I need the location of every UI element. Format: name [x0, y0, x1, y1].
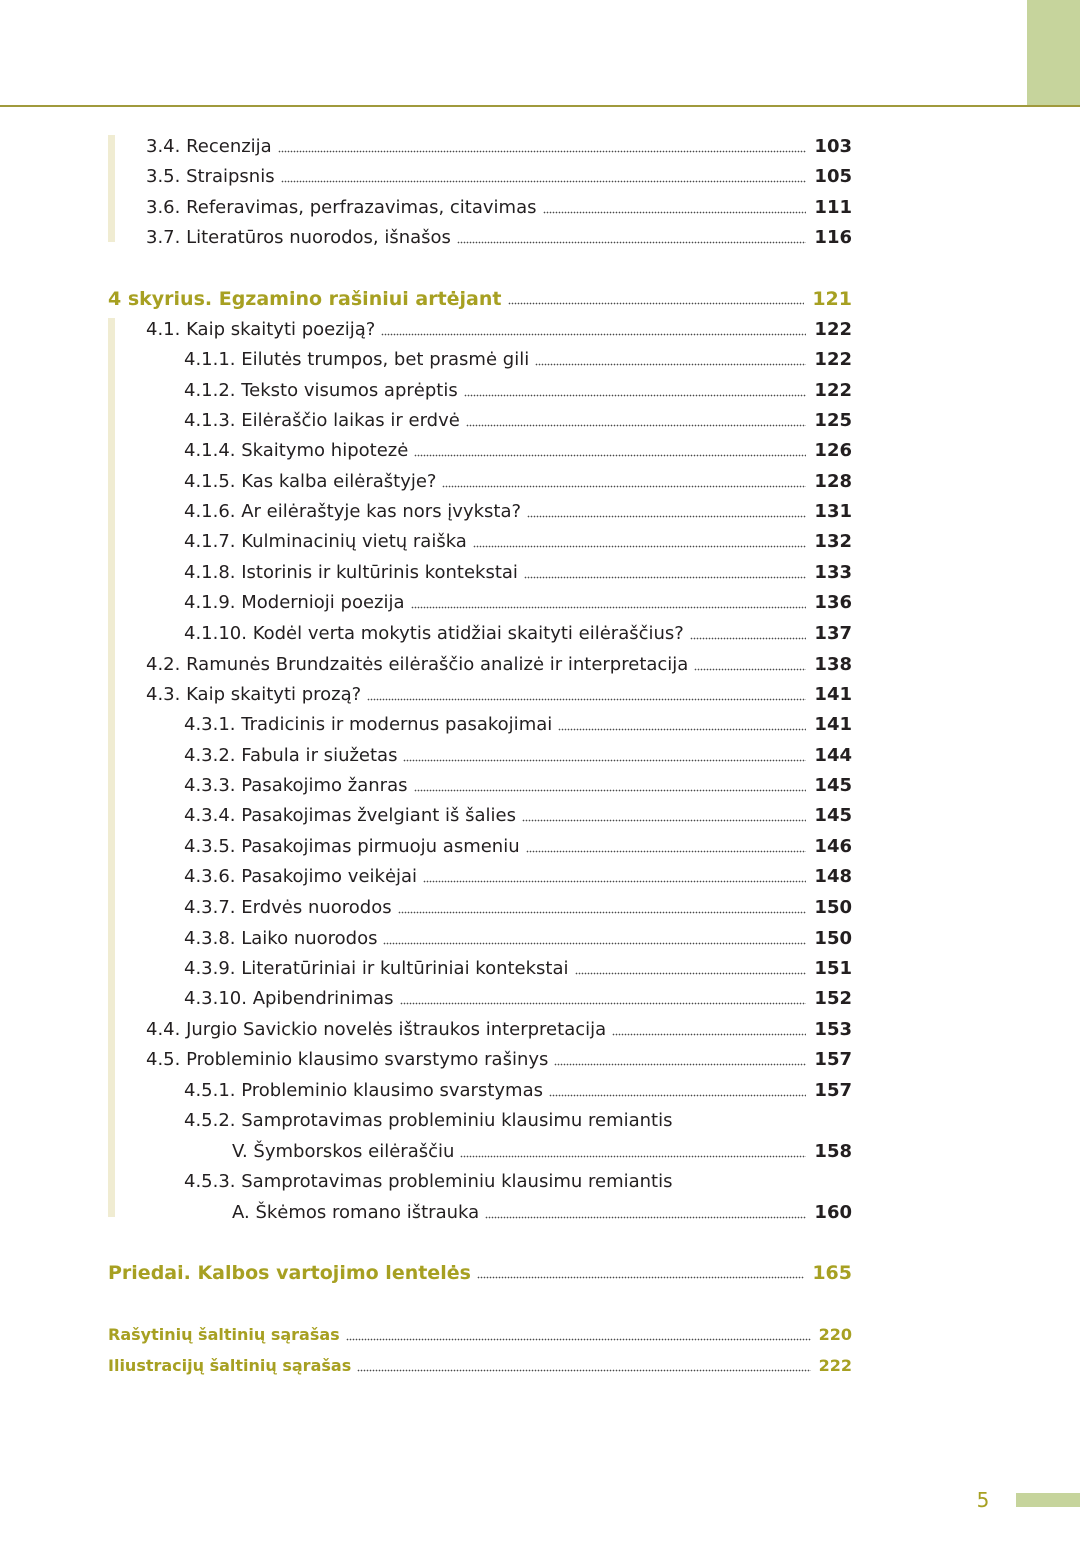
toc-entry-page: 220	[818, 1325, 852, 1344]
dot-leader	[694, 653, 806, 675]
toc-entry-page: 122	[814, 380, 852, 401]
toc-entry-title: 4.2. Ramunės Brundzaitės eilėraščio analizė ir interpretacija	[146, 654, 689, 675]
toc-entry-page: 122	[814, 319, 852, 340]
dot-leader	[398, 896, 807, 918]
toc-row[interactable]	[0, 1133, 1080, 1163]
toc-entry-title: Priedai. Kalbos vartojimo lentelės	[108, 1262, 471, 1284]
toc-entry-title: 3.5. Straipsnis	[146, 166, 275, 187]
toc-entry-title: 4.3. Kaip skaityti prozą?	[146, 684, 362, 705]
toc-row[interactable]	[0, 523, 1080, 553]
toc-entry-title: 4.4. Jurgio Savickio novelės ištraukos interpretacija	[146, 1019, 607, 1040]
toc-row[interactable]	[0, 341, 1080, 371]
toc-entry-title: 4.5.2. Samprotavimas probleminiu klausimu remiantis	[184, 1110, 673, 1131]
toc-entry-title: 4.3.8. Laiko nuorodos	[184, 928, 378, 949]
toc-entry-title: 4.1.6. Ar eilėraštyje kas nors įvyksta?	[184, 501, 522, 522]
toc-entry-page: 222	[818, 1356, 852, 1375]
toc-entry-page: 158	[814, 1141, 852, 1162]
toc-row[interactable]	[0, 584, 1080, 614]
toc-row[interactable]	[0, 372, 1080, 402]
toc-row[interactable]	[0, 737, 1080, 767]
toc-entry-title: 4.3.7. Erdvės nuorodos	[184, 897, 392, 918]
toc-row[interactable]	[0, 128, 1080, 158]
toc-row[interactable]	[0, 1041, 1080, 1071]
toc-entry-page: 150	[814, 897, 852, 918]
toc-row[interactable]	[0, 311, 1080, 341]
corner-tab	[1027, 0, 1080, 106]
dot-leader	[473, 530, 807, 552]
toc-entry-title: 4.3.9. Literatūriniai ir kultūriniai kontekstai	[184, 958, 569, 979]
toc-entry-title: 4.3.10. Apibendrinimas	[184, 988, 394, 1009]
toc-entry-title: 4.1.8. Istorinis ir kultūrinis kontekstai	[184, 562, 518, 583]
toc-row[interactable]	[0, 1194, 1080, 1224]
toc-entry-page: 132	[814, 531, 852, 552]
toc-row[interactable]	[0, 646, 1080, 676]
dot-leader	[357, 1354, 810, 1376]
toc-row[interactable]	[0, 1316, 1080, 1346]
toc-row[interactable]	[0, 432, 1080, 462]
toc-row[interactable]	[0, 402, 1080, 432]
toc-entry-page: 133	[814, 562, 852, 583]
toc-row[interactable]	[0, 493, 1080, 523]
toc-entry-title: 4.1.5. Kas kalba eilėraštyje?	[184, 471, 437, 492]
dot-leader	[477, 1261, 804, 1283]
toc-entry-page: 148	[814, 866, 852, 887]
toc-entry-page: 141	[814, 714, 852, 735]
dot-leader	[464, 379, 807, 401]
toc-row[interactable]	[0, 615, 1080, 645]
toc-row[interactable]	[0, 767, 1080, 797]
toc-entry-title: 4.1. Kaip skaityti poeziją?	[146, 319, 376, 340]
toc-entry-title: 4.5. Probleminio klausimo svarstymo rašinys	[146, 1049, 549, 1070]
toc-entry-title: 4.1.10. Kodėl verta mokytis atidžiai skaityti eilėraščius?	[184, 623, 684, 644]
toc-row[interactable]	[0, 706, 1080, 736]
dot-leader	[442, 470, 806, 492]
toc-row[interactable]	[0, 1163, 1080, 1193]
dot-leader	[554, 1048, 806, 1070]
toc-entry-page: 151	[814, 958, 852, 979]
toc-entry-page: 126	[814, 440, 852, 461]
toc-row[interactable]	[0, 1347, 1080, 1377]
toc-entry-title: 4.1.2. Teksto visumos aprėptis	[184, 380, 458, 401]
toc-row[interactable]	[0, 1011, 1080, 1041]
toc-entry-title: 4.3.4. Pasakojimas žvelgiant iš šalies	[184, 805, 516, 826]
dot-leader	[281, 165, 807, 187]
toc-entry-page: 131	[814, 501, 852, 522]
toc-row[interactable]	[0, 554, 1080, 584]
dot-leader	[508, 287, 805, 309]
toc-entry-title: 4.3.2. Fabula ir siužetas	[184, 745, 398, 766]
toc-row[interactable]	[0, 858, 1080, 888]
toc-entry-page: 157	[814, 1080, 852, 1101]
toc-entry-page: 105	[814, 166, 852, 187]
toc-row[interactable]	[0, 980, 1080, 1010]
dot-leader	[278, 135, 807, 157]
toc-row[interactable]	[0, 676, 1080, 706]
toc-row[interactable]	[0, 219, 1080, 249]
toc-entry-title: 3.6. Referavimas, perfrazavimas, citavimas	[146, 197, 537, 218]
toc-entry-title: 4.3.5. Pasakojimas pirmuoju asmeniu	[184, 836, 520, 857]
toc-entry-title: A. Škėmos romano ištrauka	[232, 1202, 480, 1223]
toc-entry-page: 121	[812, 288, 852, 310]
toc-entry-page: 136	[814, 592, 852, 613]
dot-leader	[527, 500, 806, 522]
toc-entry-title: 3.4. Recenzija	[146, 136, 272, 157]
dot-leader	[423, 865, 806, 887]
dot-leader	[457, 226, 806, 248]
dot-leader	[522, 804, 806, 826]
toc-row[interactable]	[0, 280, 1080, 310]
toc-entry-page: 150	[814, 928, 852, 949]
dot-leader	[524, 561, 807, 583]
toc-row[interactable]	[0, 797, 1080, 827]
toc-entry-page: 165	[812, 1262, 852, 1284]
toc-row[interactable]	[0, 189, 1080, 219]
toc-row[interactable]	[0, 828, 1080, 858]
header-rule	[0, 105, 1080, 107]
toc-entry-title: Iliustracijų šaltinių sąrašas	[108, 1356, 352, 1375]
dot-leader	[612, 1018, 806, 1040]
dot-leader	[575, 957, 807, 979]
dot-leader	[526, 835, 807, 857]
toc-row[interactable]	[0, 889, 1080, 919]
toc-entry-title: Rašytinių šaltinių sąrašas	[108, 1325, 340, 1344]
toc-entry-page: 122	[814, 349, 852, 370]
dot-leader	[558, 713, 806, 735]
toc-entry-title: 4.1.7. Kulminacinių vietų raiška	[184, 531, 467, 552]
toc-entry-page: 145	[814, 805, 852, 826]
dot-leader	[367, 683, 806, 705]
toc-entry-page: 145	[814, 775, 852, 796]
toc-entry-page: 138	[814, 654, 852, 675]
toc-entry-page: 157	[814, 1049, 852, 1070]
toc-entry-title: 4.3.1. Tradicinis ir modernus pasakojimai	[184, 714, 553, 735]
toc-row[interactable]	[0, 158, 1080, 188]
toc-entry-page: 128	[814, 471, 852, 492]
dot-leader	[400, 987, 807, 1009]
footer-tab	[1016, 1493, 1080, 1507]
toc-entry-page: 125	[814, 410, 852, 431]
toc-entry-page: 103	[814, 136, 852, 157]
dot-leader	[485, 1201, 806, 1223]
toc-entry-page: 116	[814, 227, 852, 248]
toc-entry-title: V. Šymborskos eilėraščiu	[232, 1141, 455, 1162]
toc-entry-page: 137	[814, 623, 852, 644]
toc-entry-page: 111	[814, 197, 852, 218]
dot-leader	[414, 774, 807, 796]
dot-leader	[381, 318, 806, 340]
toc-entry-title: 4.1.4. Skaitymo hipotezė	[184, 440, 409, 461]
dot-leader	[346, 1323, 811, 1345]
toc-row[interactable]	[0, 1072, 1080, 1102]
dot-leader	[460, 1140, 806, 1162]
dot-leader	[535, 348, 806, 370]
dot-leader	[549, 1079, 806, 1101]
dot-leader	[383, 927, 806, 949]
toc-row[interactable]	[0, 920, 1080, 950]
toc-entry-page: 153	[814, 1019, 852, 1040]
dot-leader	[543, 196, 807, 218]
toc-entry-title: 4.1.3. Eilėraščio laikas ir erdvė	[184, 410, 460, 431]
toc-entry-page: 160	[814, 1202, 852, 1223]
dot-leader	[411, 591, 807, 613]
toc-entry-title: 4 skyrius. Egzamino rašiniui artėjant	[108, 288, 502, 310]
toc-entry-page: 146	[814, 836, 852, 857]
toc-row[interactable]	[0, 950, 1080, 980]
toc-entry-title: 4.1.1. Eilutės trumpos, bet prasmė gili	[184, 349, 530, 370]
toc-entry-title: 3.7. Literatūros nuorodos, išnašos	[146, 227, 451, 248]
dot-leader	[414, 439, 806, 461]
toc-entry-title: 4.3.6. Pasakojimo veikėjai	[184, 866, 418, 887]
toc-entry-title: 4.5.1. Probleminio klausimo svarstymas	[184, 1080, 543, 1101]
toc-entry-page: 144	[814, 745, 852, 766]
dot-leader	[403, 744, 806, 766]
dot-leader	[466, 409, 807, 431]
toc-entry-title: 4.1.9. Modernioji poezija	[184, 592, 405, 613]
toc-row[interactable]	[0, 1254, 1080, 1284]
toc-entry-title: 4.5.3. Samprotavimas probleminiu klausimu remiantis	[184, 1171, 673, 1192]
toc-row[interactable]	[0, 463, 1080, 493]
toc-entry-page: 141	[814, 684, 852, 705]
dot-leader	[690, 622, 807, 644]
toc-row[interactable]	[0, 1102, 1080, 1132]
toc-entry-title: 4.3.3. Pasakojimo žanras	[184, 775, 408, 796]
page-number: 5	[976, 1488, 990, 1512]
toc-entry-page: 152	[814, 988, 852, 1009]
